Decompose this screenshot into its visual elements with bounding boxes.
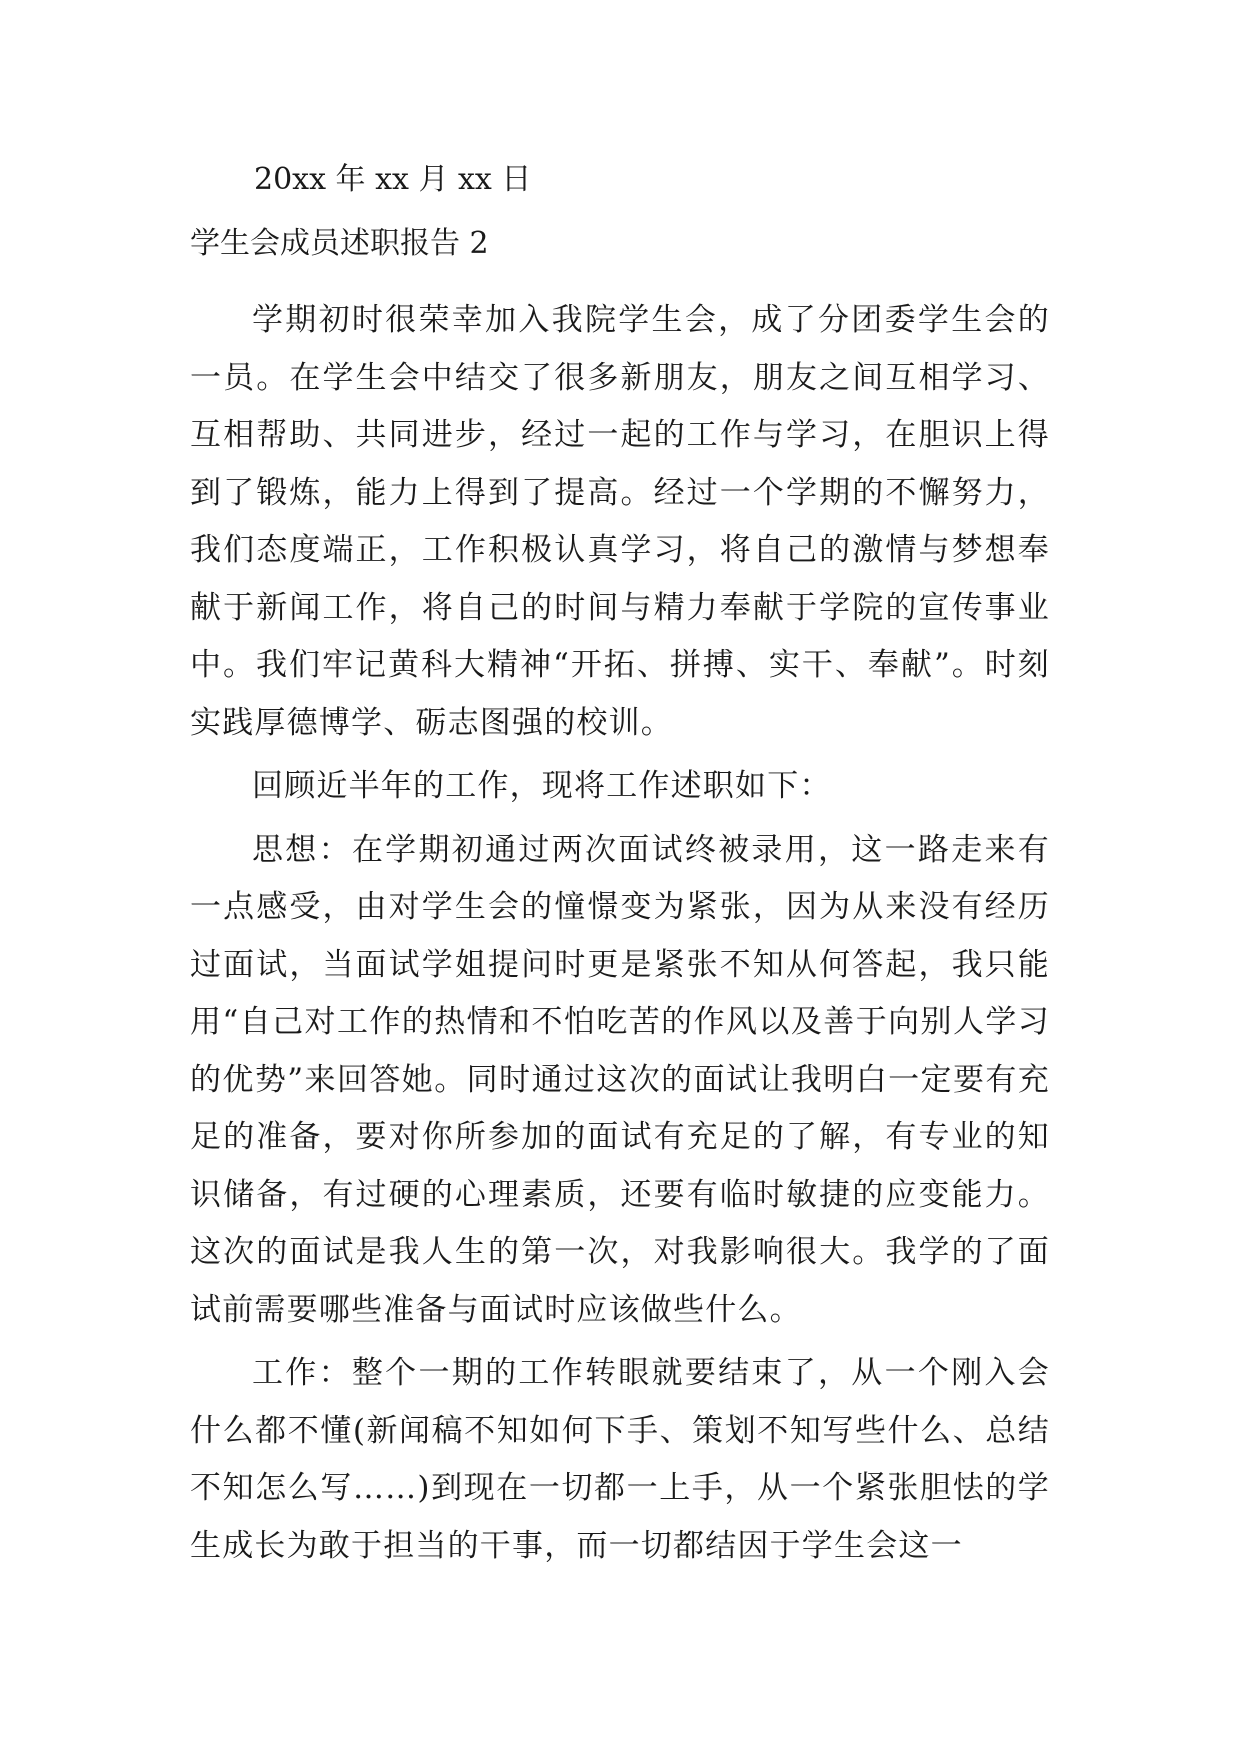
paragraph-work: 工作：整个一期的工作转眼就要结束了，从一个刚入会什么都不懂(新闻稿不知如何下手、策划不知写些什么、总结不知怎么写……)到现在一切都一上手，从一个紧张胆怯的学生成长为敢于担当的干事，而一切都结因于学生会这一 — [190, 1355, 1050, 1564]
document-body — [190, 160, 1050, 1575]
paragraph-thought: 思想：在学期初通过两次面试终被录用，这一路走来有一点感受，由对学生会的憧憬变为紧张，因为从来没有经历过面试，当面试学姐提问时更是紧张不知从何答起，我只能用“自己对工作的热情和不怕吃苦的作风以及善于向别人学习的优势”来回答她。同时通过这次的面试让我明白一定要有充足的准备，要对你所参加的面试有充足的了解，有专业的知识储备，有过硬的心理素质，还要有临时敏捷的应变能力。这次的面试是我人生的第一次，对我影响很大。我学的了面试前需要哪些准备与面试时应该做些什么。 — [190, 831, 1050, 1328]
paragraph-intro: 学期初时很荣幸加入我院学生会，成了分团委学生会的一员。在学生会中结交了很多新朋友，朋友之间互相学习、互相帮助、共同进步，经过一起的工作与学习，在胆识上得到了锻炼，能力上得到了提高。经过一个学期的不懈努力，我们态度端正，工作积极认真学习，将自己的激情与梦想奉献于新闻工作，将自己的时间与精力奉献于学院的宣传事业中。我们牢记黄科大精神“开拓、拼搏、实干、奉献”。时刻实践厚德博学、砺志图强的校训。 — [190, 302, 1050, 741]
paragraph-review: 回顾近半年的工作，现将工作述职如下： — [252, 768, 832, 804]
report-title: 学生会成员述职报告 2 — [190, 226, 489, 261]
report-date: 20xx 年 xx 月 xx 日 — [254, 162, 532, 197]
